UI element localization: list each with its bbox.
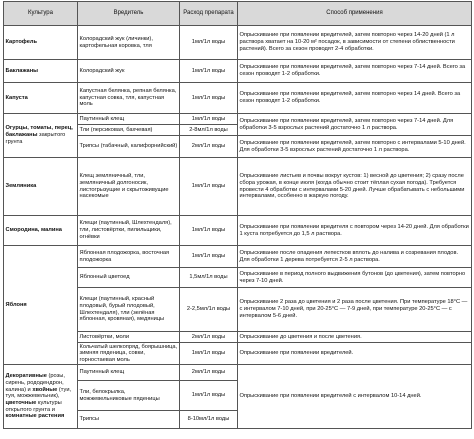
crop-name: Смородина, малина — [5, 227, 62, 234]
table-row — [4, 216, 472, 246]
pest-cell: Тли, белокрылка, можжевельниковые пяденицы — [78, 381, 180, 411]
method-cell: Опрыскивание до цветения и после цветения. — [238, 332, 472, 343]
rate-cell: 1мл/1л воды — [180, 158, 238, 216]
crop-name: Огурцы, томаты, перец, баклажаны — [5, 125, 73, 139]
crop-name: Декоративные — [5, 373, 47, 380]
header-method: Способ применения — [238, 2, 472, 26]
table-row — [4, 60, 472, 83]
crop-name: Капуста — [5, 94, 28, 101]
pesticide-usage-table — [3, 1, 472, 429]
pest-cell: Трипсы — [78, 411, 180, 429]
rate-cell: 1мл/1л воды — [180, 60, 238, 83]
method-cell: Опрыскивание при появлении вредителей, затем повторно с интервалами 5-10 дней. Для обработки 3-5 взрослых растений достаточно 1 л раствора. — [238, 136, 472, 158]
rate-cell: 2мл/1л воды — [180, 365, 238, 381]
crop-cell — [4, 60, 78, 83]
rate-cell: 2мл/1л воды — [180, 136, 238, 158]
method-cell: Опрыскивание при появлении вредителей, затем повторно через 7-14 дней. Всего за сезон проводят 1-2 обработки. — [238, 60, 472, 83]
pest-cell: Паутинный клещ — [78, 365, 180, 381]
method-cell: Опрыскивание при появлении вредителей, затем повторно через 14 дней. Всего за сезон проводят 1-2 обработки. — [238, 83, 472, 114]
rate-cell: 1мл/1л воды — [180, 381, 238, 411]
crop-name-4: комнатные растения — [5, 413, 65, 420]
table-row — [4, 365, 472, 381]
method-cell: Опрыскивание при появлении вредителя с повтором через 14-20 дней. Для обработки 1 куста потребуется до 1,5 л раствора. — [238, 216, 472, 246]
crop-note-2: (туи, туя, можжевельник), — [5, 386, 72, 400]
pest-cell: Клещ земляничный, тли, земляничный долгоносик, листогрызущие и скрытоживущие насекомые — [78, 158, 180, 216]
crop-cell — [4, 114, 78, 158]
rate-cell: 2-2,5мл/1л воды — [180, 288, 238, 332]
pest-cell: Капустная белянка, репная белянка, капустная совка, тля, капустная моль — [78, 83, 180, 114]
table-header-row — [4, 2, 472, 26]
instruction-table-container — [3, 1, 471, 429]
crop-note: закрытого грунта — [5, 132, 66, 145]
rate-cell: 1мл/1л воды — [180, 26, 238, 60]
rate-cell: 2-8мл/1л воды — [180, 125, 238, 136]
pest-cell: Паутинный клещ — [78, 114, 180, 125]
pest-cell: Яблонная плодожорка, восточная плодожорка — [78, 246, 180, 268]
header-pest: Вредитель — [78, 2, 180, 26]
method-cell: Опрыскивание при появлении вредителей с интервалом 10-14 дней. — [238, 365, 472, 429]
crop-cell — [4, 26, 78, 60]
pest-cell: Тли (персиковая, бахчевая) — [78, 125, 180, 136]
rate-cell: 1мл/1л воды — [180, 216, 238, 246]
table-row — [4, 26, 472, 60]
pest-cell: Колорадский жук (личинки), картофельная коровка, тля — [78, 26, 180, 60]
rate-cell: 2мл/1л воды — [180, 332, 238, 343]
crop-cell — [4, 246, 78, 365]
table-row — [4, 114, 472, 125]
crop-cell — [4, 365, 78, 429]
crop-name: Земляника — [5, 183, 37, 190]
rate-cell: 1мл/1л воды — [180, 114, 238, 125]
crop-note-3: культуры открытого грунта и — [5, 399, 62, 413]
method-cell: Опрыскивание при появлении вредителей, затем повторно через 7-14 дней. Для обработки 3-5 взрослых растений достаточно 1 л раствора. — [238, 114, 472, 136]
method-cell: Опрыскивание листьев и почвы вокруг кустов: 1) весной до цветения; 2) сразу после сбора урожая, в конце июля (когда обычно стоит тёплая сухая погода). Требуется провести 4 обработки с интервалами 5-20 дней. Лучше обрабатывать с небольшими интервалами, особенно в жаркую погоду. — [238, 158, 472, 216]
pest-cell: Трипсы (табачный, калифорнийский) — [78, 136, 180, 158]
method-cell: Опрыскивание после опадения лепестков вплоть до налива и созревания плодов. Для обработки 1 дерева потребуется 2-5 л раствора. — [238, 246, 472, 268]
rate-cell: 8-10мл/1л воды — [180, 411, 238, 429]
rate-cell: 1мл/1л воды — [180, 343, 238, 365]
method-cell: Опрыскивание 2 раза до цветения и 2 раза после цветения. При температуре 18°С — с интервалом 7-10 дней, при 20-25°С — 7-9 дней, при температуре 20-25°С — с интервалом 5-6 дней. — [238, 288, 472, 332]
rate-cell: 1мл/1л воды — [180, 83, 238, 114]
rate-cell: 1,5мл/1л воды — [180, 268, 238, 288]
header-crop: Культура — [4, 2, 78, 26]
table-row — [4, 246, 472, 268]
table-row — [4, 158, 472, 216]
crop-cell — [4, 216, 78, 246]
method-cell: Опрыскивание в период полного выдвижения бутонов (до цветения), затем повторно через 7-10 дней. — [238, 268, 472, 288]
pest-cell: Клещи (паутинный, красный плодовый, бурый плодовый, Шлехтендаля), тли (зелёная яблонная, кровяная), медяницы — [78, 288, 180, 332]
pest-cell: Листовёртки, моли — [78, 332, 180, 343]
crop-name: Картофель — [5, 39, 37, 46]
table-row — [4, 83, 472, 114]
pest-cell: Клещи (паутинный, Шлехтендаля), тли, листовёртки, пилильщики, огнёвки — [78, 216, 180, 246]
crop-cell — [4, 83, 78, 114]
pest-cell: Яблонный цветоед — [78, 268, 180, 288]
crop-name: Яблоня — [5, 301, 27, 308]
crop-name-3: цветочные — [5, 399, 37, 406]
method-cell: Опрыскивание при появлении вредителей. — [238, 343, 472, 365]
crop-note: (розы, сирень, рододендрон, калина) и — [5, 373, 65, 393]
pest-cell: Колорадский жук — [78, 60, 180, 83]
crop-name: Баклажаны — [5, 67, 39, 74]
method-cell: Опрыскивание при появлении вредителей, затем повторно через 14-20 дней (1 л раствора хватает на 10-20 м² посадок, в зависимости от степени облиственности растений). Всего за сезон проводят 2-4 обработки. — [238, 26, 472, 60]
rate-cell: 1мл/1л воды — [180, 246, 238, 268]
pest-cell: Кольчатый шелкопряд, боярышница, зимняя пяденица, совки, горностаевая моль — [78, 343, 180, 365]
header-rate: Расход препарата — [180, 2, 238, 26]
crop-name-2: хвойные — [32, 386, 58, 393]
crop-cell — [4, 158, 78, 216]
